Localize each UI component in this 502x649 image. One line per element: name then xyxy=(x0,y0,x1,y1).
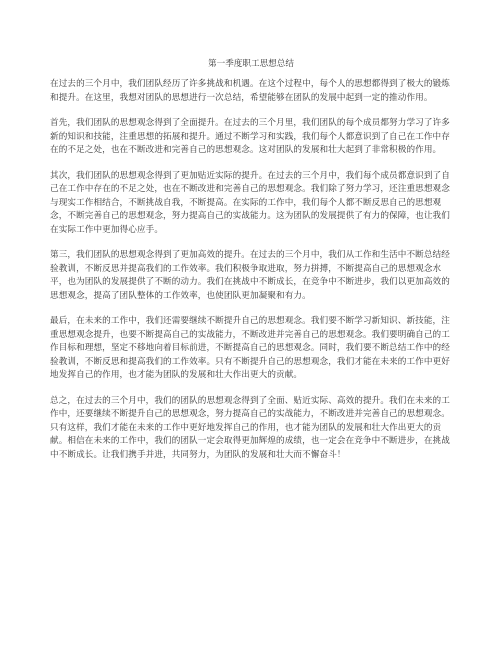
paragraph-intro: 在过去的三个月中，我们团队经历了许多挑战和机遇。在这个过程中，每个人的思想都得到了极大的锻炼和提升。在这里，我想对团队的思想进行一次总结，希望能够在团队的发展中起到一定的推动作用。 xyxy=(50,79,450,103)
paragraph-first: 首先，我们团队的思想观念得到了全面提升。在过去的三个月里，我们团队的每个成员都努力学习了许多新的知识和技能，注重思想的拓展和提升。通过不断学习和实践，我们每个人都意识到了自己在工作中存在的不足之处，也在不断改进和完善自己的思想观念。这对团队的发展和壮大起到了非常积极的作用。 xyxy=(50,118,450,155)
paragraph-second: 其次，我们团队的思想观念得到了更加贴近实际的提升。在过去的三个月中，我们每个成员都意识到了自己在工作中存在的不足之处，也在不断改进和完善自己的思想观念。我们除了努力学习，还注重思想观念与现实工作相结合，不断挑战自我，不断提高。在实际的工作中，我们每个人都不断反思自己的思想观念，不断完善自己的思想观念，努力提高自己的实战能力。这为团队的发展提供了有力的保障，也让我们在实际工作中更加得心应手。 xyxy=(50,170,450,235)
paragraph-third: 第三，我们团队的思想观念得到了更加高效的提升。在过去的三个月中，我们从工作和生活中不断总结经验教训，不断反思并提高我们的工作效率。我们积极争取进取，努力拼搏，不断提高自己的思想观念水平，也为团队的发展提供了不断的动力。我们在挑战中不断成长，在竞争中不断进步，我们以更加高效的思想观念，提高了团队整体的工作效率，也使团队更加凝聚和有力。 xyxy=(50,250,450,301)
paragraph-finally: 最后，在未来的工作中，我们还需要继续不断提升自己的思想观念。我们要不断学习新知识、新技能，注重思想观念提升，也要不断提高自己的实战能力，不断改进并完善自己的思想观念。我们要明确自己的工作目标和理想，坚定不移地向着目标前进，不断提高自己的思想观念。同时，我们要不断总结工作中的经验教训，不断反思和提高我们的工作效率。只有不断提升自己的思想观念，我们才能在未来的工作中更好地发挥自己的作用，也才能为团队的发展和壮大作出更大的贡献。 xyxy=(50,316,450,380)
paragraph-conclusion: 总之，在过去的三个月中，我们的团队的思想观念得到了全面、贴近实际、高效的提升。我们在未来的工作中，还要继续不断提升自己的思想观念，努力提高自己的实战能力，不断改进并完善自己的思想观念。只有这样，我们才能在未来的工作中更好地发挥自己的作用，也才能为团队的发展和壮大作出更大的贡献。相信在未来的工作中，我们的团队一定会取得更加辉煌的成绩，也一定会在竞争中不断进步，在挑战中不断成长。让我们携手并进，共同努力，为团队的发展和壮大而不懈奋斗！ xyxy=(50,395,450,460)
document-title: 第一季度职工思想总结 xyxy=(208,59,294,69)
